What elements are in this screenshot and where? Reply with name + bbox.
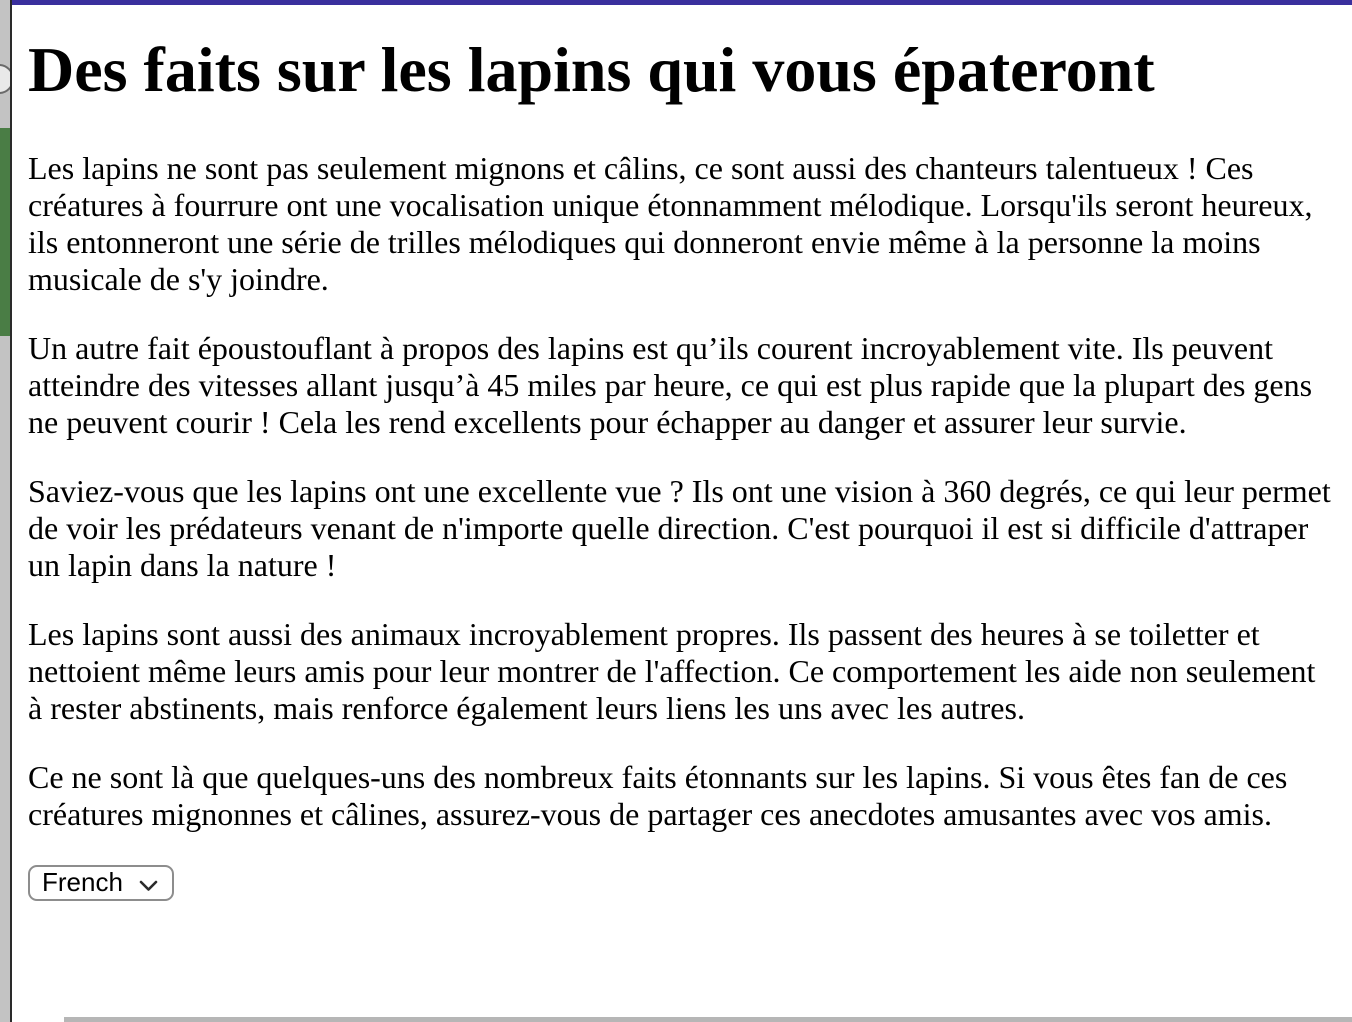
article-paragraph-1: Les lapins ne sont pas seulement mignons et câlins, ce sont aussi des chanteurs talentueux ! Ces créatures à fourrure ont une vocalisation unique étonnamment mélodique. Lorsqu'ils seront heureux, ils entonneront une série de trilles mélodiques qui donneront envie même à la personne la moins musicale de s'y joindre. <box>28 149 1313 297</box>
article-paragraph-2: Un autre fait époustouflant à propos des lapins est qu’ils courent incroyablement vite. Ils peuvent atteindre des vitesses allant jusqu’à 45 miles par heure, ce qui est plus rapide que la plupart des gens ne peuvent courir ! Cela les rend excellents pour échapper au danger et assurer leur survie. <box>28 329 1313 440</box>
article-paragraph-5: Ce ne sont là que quelques-uns des nombreux faits étonnants sur les lapins. Si vous êtes fan de ces créatures mignonnes et câlines, assurez-vous de partager ces anecdotes amusantes avec vos amis. <box>28 758 1288 832</box>
left-window-edge <box>0 0 12 1022</box>
page-title: Des faits sur les lapins qui vous épateront <box>28 34 1155 105</box>
background-green-sliver <box>0 128 10 336</box>
article-paragraph-3: Saviez-vous que les lapins ont une excellente vue ? Ils ont une vision à 360 degrés, ce qui leur permet de voir les prédateurs venant de n'importe quelle direction. C'est pourquoi il est si difficile d'attraper un lapin dans la nature ! <box>28 472 1331 583</box>
language-select-value: French <box>42 867 123 898</box>
top-accent-bar <box>12 0 1352 5</box>
chevron-down-icon <box>139 868 158 899</box>
bottom-window-edge <box>64 1017 1352 1022</box>
page <box>12 5 1352 1022</box>
article-paragraph-4: Les lapins sont aussi des animaux incroyablement propres. Ils passent des heures à se toiletter et nettoient même leurs amis pour leur montrer de l'affection. Ce comportement les aide non seulement à rester abstinents, mais renforce également leurs liens les uns avec les autres. <box>28 615 1316 726</box>
background-window-arc <box>0 64 12 94</box>
language-select[interactable] <box>28 865 174 901</box>
article-content <box>12 33 1352 901</box>
